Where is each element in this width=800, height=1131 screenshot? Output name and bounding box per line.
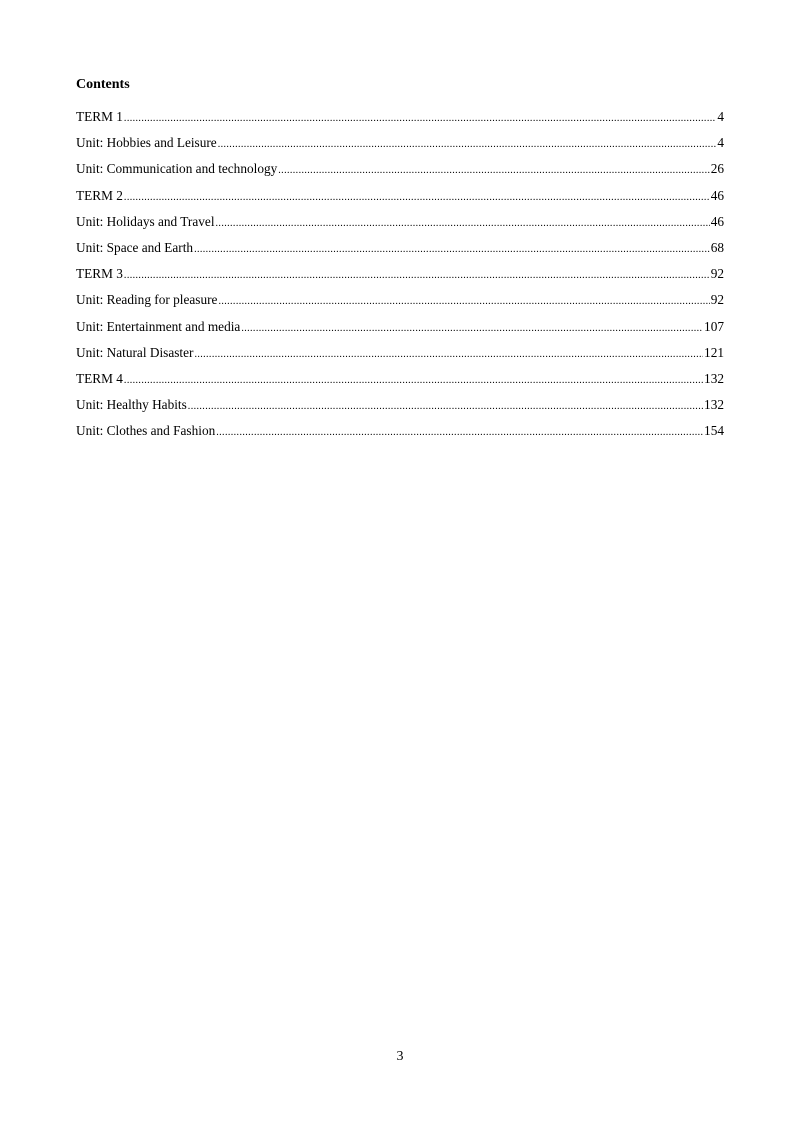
toc-entry[interactable] bbox=[76, 318, 724, 344]
toc-entry-page: 132 bbox=[704, 397, 724, 413]
toc-dot-leader bbox=[124, 372, 703, 390]
toc-dot-leader bbox=[194, 241, 710, 259]
toc-dot-leader bbox=[278, 162, 709, 180]
toc-entry-page: 46 bbox=[710, 187, 724, 203]
toc-entry-page: 121 bbox=[704, 344, 724, 360]
toc-entry[interactable] bbox=[76, 213, 724, 239]
page-number: 3 bbox=[396, 1049, 404, 1064]
contents-heading: Contents bbox=[76, 77, 130, 92]
toc-entry-page: 4 bbox=[717, 135, 724, 151]
toc-dot-leader bbox=[241, 320, 703, 338]
toc-entry[interactable] bbox=[76, 160, 724, 186]
toc-entry[interactable] bbox=[76, 291, 724, 317]
toc-entry-page: 46 bbox=[710, 213, 724, 229]
toc-dot-leader bbox=[194, 346, 703, 364]
toc-entry-page: 68 bbox=[710, 239, 724, 255]
toc-dot-leader bbox=[216, 215, 710, 233]
table-of-contents bbox=[76, 108, 724, 448]
toc-entry-page: 4 bbox=[717, 109, 724, 124]
toc-entry-title: TERM 3 bbox=[76, 266, 123, 282]
toc-dot-leader bbox=[124, 267, 710, 285]
toc-entry[interactable] bbox=[76, 396, 724, 422]
toc-entry-title: Unit: Reading for pleasure bbox=[76, 292, 218, 308]
toc-dot-leader bbox=[218, 293, 709, 311]
toc-entry-page: 154 bbox=[704, 423, 724, 439]
toc-dot-leader bbox=[188, 398, 703, 416]
toc-entry-page: 92 bbox=[710, 292, 724, 308]
toc-entry-title: TERM 1 bbox=[76, 109, 123, 124]
toc-entry-title: TERM 2 bbox=[76, 187, 123, 203]
toc-entry-title: Unit: Healthy Habits bbox=[76, 397, 187, 413]
toc-entry[interactable] bbox=[76, 422, 724, 448]
toc-entry[interactable] bbox=[76, 265, 724, 291]
toc-entry[interactable] bbox=[76, 344, 724, 370]
toc-entry-page: 132 bbox=[704, 370, 724, 386]
toc-dot-leader bbox=[216, 424, 703, 442]
toc-dot-leader bbox=[124, 189, 710, 207]
toc-entry-title: Unit: Natural Disaster bbox=[76, 344, 194, 360]
toc-entry[interactable] bbox=[76, 134, 724, 160]
toc-entry-title: Unit: Space and Earth bbox=[76, 239, 194, 255]
toc-entry-title: Unit: Clothes and Fashion bbox=[76, 423, 216, 439]
toc-entry-title: Unit: Entertainment and media bbox=[76, 318, 241, 334]
toc-entry-page: 107 bbox=[704, 318, 724, 334]
toc-entry-page: 92 bbox=[710, 266, 724, 282]
toc-entry-title: Unit: Hobbies and Leisure bbox=[76, 135, 217, 151]
toc-entry[interactable] bbox=[76, 187, 724, 213]
toc-entry[interactable] bbox=[76, 108, 724, 134]
toc-entry[interactable] bbox=[76, 370, 724, 396]
toc-entry-title: Unit: Holidays and Travel bbox=[76, 213, 215, 229]
toc-entry-title: TERM 4 bbox=[76, 370, 123, 386]
toc-entry[interactable] bbox=[76, 239, 724, 265]
toc-dot-leader bbox=[218, 136, 717, 154]
toc-dot-leader bbox=[124, 110, 716, 128]
toc-entry-title: Unit: Communication and technology bbox=[76, 161, 278, 177]
toc-entry-page: 26 bbox=[710, 161, 724, 177]
